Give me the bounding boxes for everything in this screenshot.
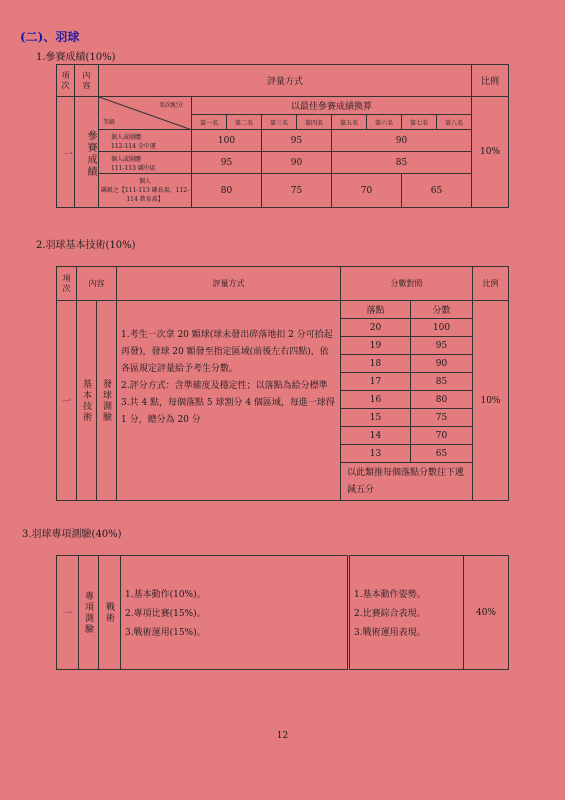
content-b: 戰術 xyxy=(99,556,121,670)
part3-ratio: 40% xyxy=(464,556,509,670)
point-value: 20 xyxy=(341,319,411,337)
score-value: 95 xyxy=(411,337,473,355)
level-score: 95 xyxy=(262,130,332,152)
hdr-ratio: 比例 xyxy=(473,267,509,301)
page-number: 12 xyxy=(276,731,289,741)
part1-ratio: 10% xyxy=(472,97,509,208)
rank-2: 第二名 xyxy=(227,115,262,130)
point-value: 15 xyxy=(341,409,411,427)
point-value: 16 xyxy=(341,391,411,409)
rank-6: 第六名 xyxy=(367,115,402,130)
diag-top-label: 名次配分 xyxy=(158,102,183,109)
hdr-score: 分數對照 xyxy=(341,267,473,301)
level-score: 65 xyxy=(402,174,472,208)
row-item: 一 xyxy=(57,301,77,501)
point-value: 14 xyxy=(341,427,411,445)
score-value: 80 xyxy=(411,391,473,409)
col-points: 落點 xyxy=(341,301,411,319)
score-value: 100 xyxy=(411,319,473,337)
diagonal-header xyxy=(99,97,192,130)
level-score: 90 xyxy=(332,130,472,152)
level-score: 100 xyxy=(192,130,262,152)
hdr-content: 內容 xyxy=(75,65,99,97)
rank-7: 第七名 xyxy=(402,115,437,130)
hdr-item: 項次 xyxy=(57,65,75,97)
content-a: 專項測驗 xyxy=(79,556,99,670)
row-item: 一 xyxy=(57,556,79,670)
level-label: 個人或團體 112-114 全中運 xyxy=(99,130,192,152)
hdr-ratio: 比例 xyxy=(472,65,509,97)
hdr-method: 評量方式 xyxy=(117,267,341,301)
best-label: 以最佳參賽成績換算 xyxy=(192,97,472,115)
rank-8: 第八名 xyxy=(437,115,472,130)
score-value: 70 xyxy=(411,427,473,445)
part2-heading: 2.羽球基本技術(10%) xyxy=(36,240,136,251)
score-value: 65 xyxy=(411,445,473,463)
point-value: 17 xyxy=(341,373,411,391)
hdr-content: 內容 xyxy=(77,267,117,301)
hdr-method: 評量方式 xyxy=(99,65,472,97)
left-items: 1.基本動作(10%)。 2.專項比賽(15%)。 3.戰術運用(15%)。 xyxy=(121,556,349,670)
score-value: 85 xyxy=(411,373,473,391)
level-score: 85 xyxy=(332,152,472,174)
method-text: 1.考生一次拿 20 顆球(球未發出碎落地扣 2 分可拾起再發)，發球 20 顆發至指定區域(前後左右四點)，依各區規定評量給予考生分數。 2.評分方式：含準確度及穩定性；以落點為給分標準 3.共 4 點，每個落點 5 球割分 4 個區域，每進一球得 1 分，總分為 20 分 xyxy=(117,301,341,501)
right-items: 1.基本動作姿勢。 2.比賽綜合表現。 3.戰術運用表現。 xyxy=(349,556,464,670)
competition-table xyxy=(56,64,509,208)
level-score: 90 xyxy=(262,152,332,174)
level-label: 個人 縣級之【111-113 縣長盃、112-114 教育盃】 xyxy=(99,174,192,208)
section-title: (二)、羽球 xyxy=(20,30,80,44)
level-score: 70 xyxy=(332,174,402,208)
rank-5: 第五名 xyxy=(332,115,367,130)
score-value: 90 xyxy=(411,355,473,373)
point-value: 18 xyxy=(341,355,411,373)
diag-bottom-label: 等級 xyxy=(103,119,116,126)
row-item: 一 xyxy=(57,97,75,208)
point-value: 19 xyxy=(341,337,411,355)
rank-1: 第一名 xyxy=(192,115,227,130)
score-note: 以此類推每個落點分數往下遞減五分 xyxy=(341,463,473,501)
point-value: 13 xyxy=(341,445,411,463)
level-score: 75 xyxy=(262,174,332,208)
col-score: 分數 xyxy=(411,301,473,319)
part2-ratio: 10% xyxy=(473,301,509,501)
content-b: 發球測驗 xyxy=(97,301,117,501)
part3-heading: 3.羽球專項測驗(40%) xyxy=(22,529,122,540)
level-score: 80 xyxy=(192,174,262,208)
rank-4: 第四名 xyxy=(297,115,332,130)
score-value: 75 xyxy=(411,409,473,427)
hdr-item: 項次 xyxy=(57,267,77,301)
specialty-table xyxy=(56,555,509,670)
rank-3: 第三名 xyxy=(262,115,297,130)
technique-table xyxy=(56,266,509,501)
level-label: 個人或團體 111-113 縣中區 xyxy=(99,152,192,174)
row-content: 參賽成績 xyxy=(75,97,99,208)
part1-heading: 1.參賽成績(10%) xyxy=(36,52,116,63)
level-score: 95 xyxy=(192,152,262,174)
content-a: 基本技術 xyxy=(77,301,97,501)
